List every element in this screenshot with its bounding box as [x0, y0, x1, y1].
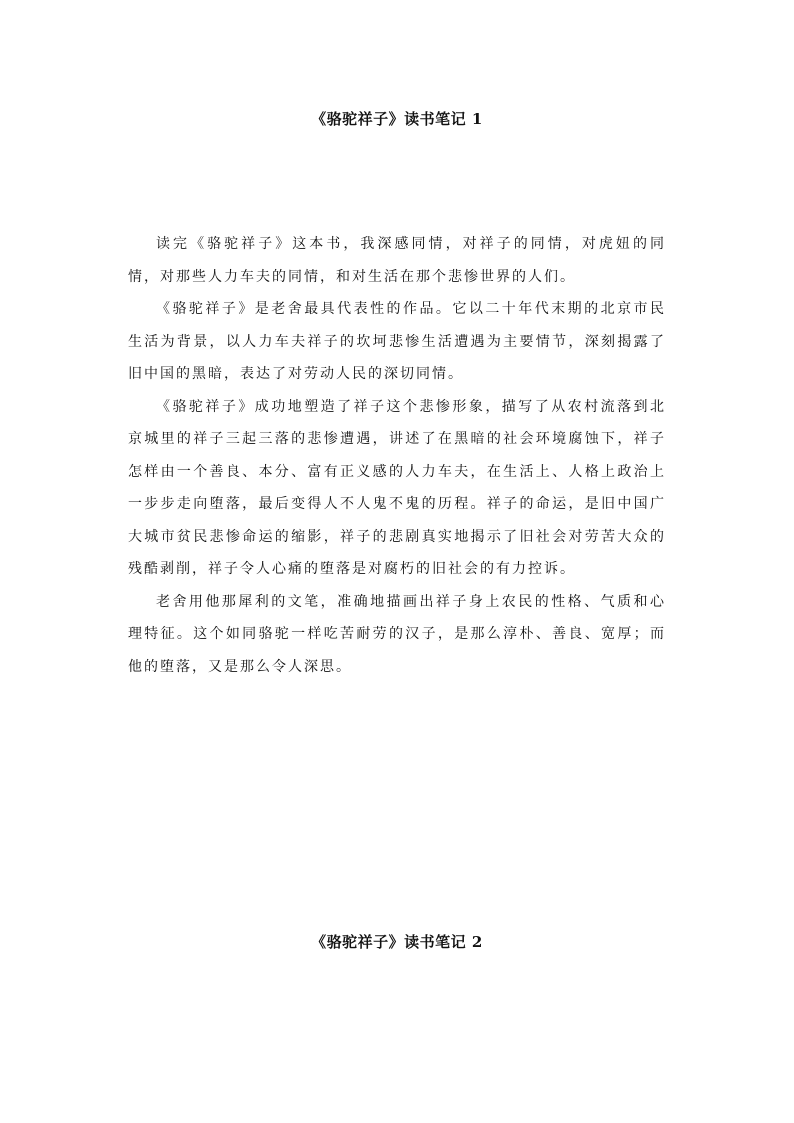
section-title-1: 《骆驼祥子》读书笔记 1 — [311, 110, 483, 128]
paragraph-4: 老舍用他那犀利的文笔，准确地描画出祥子身上农民的性格、气质和心理特征。这个如同骆驼一样吃苦耐劳的汉子，是那么淳朴、善良、宽厚；而他的堕落，又是那么令人深思。 — [128, 593, 666, 675]
section-title-2: 《骆驼祥子》读书笔记 2 — [311, 933, 483, 951]
paragraph-2: 《骆驼祥子》是老舍最具代表性的作品。它以二十年代末期的北京市民生活为背景，以人力车夫祥子的坎坷悲惨生活遭遇为主要情节，深刻揭露了旧中国的黑暗，表达了对劳动人民的深切同情。 — [128, 301, 666, 382]
paragraph-1: 读完《骆驼祥子》这本书，我深感同情，对祥子的同情，对虎妞的同情，对那些人力车夫的同情，和对生活在那个悲惨世界的人们。 — [128, 236, 666, 285]
paragraph-3: 《骆驼祥子》成功地塑造了祥子这个悲惨形象，描写了从农村流落到北京城里的祥子三起三落的悲惨遭遇，讲述了在黑暗的社会环境腐蚀下，祥子怎样由一个善良、本分、富有正义感的人力车夫，在生活上、人格上政治上一步步走向堕落，最后变得人不人鬼不鬼的历程。祥子的命运，是旧中国广大城市贫民悲惨命运的缩影，祥子的悲剧真实地揭示了旧社会对劳苦大众的残酷剥削，祥子令人心痛的堕落是对腐朽的旧社会的有力控诉。 — [128, 398, 666, 577]
body-text — [128, 228, 666, 683]
